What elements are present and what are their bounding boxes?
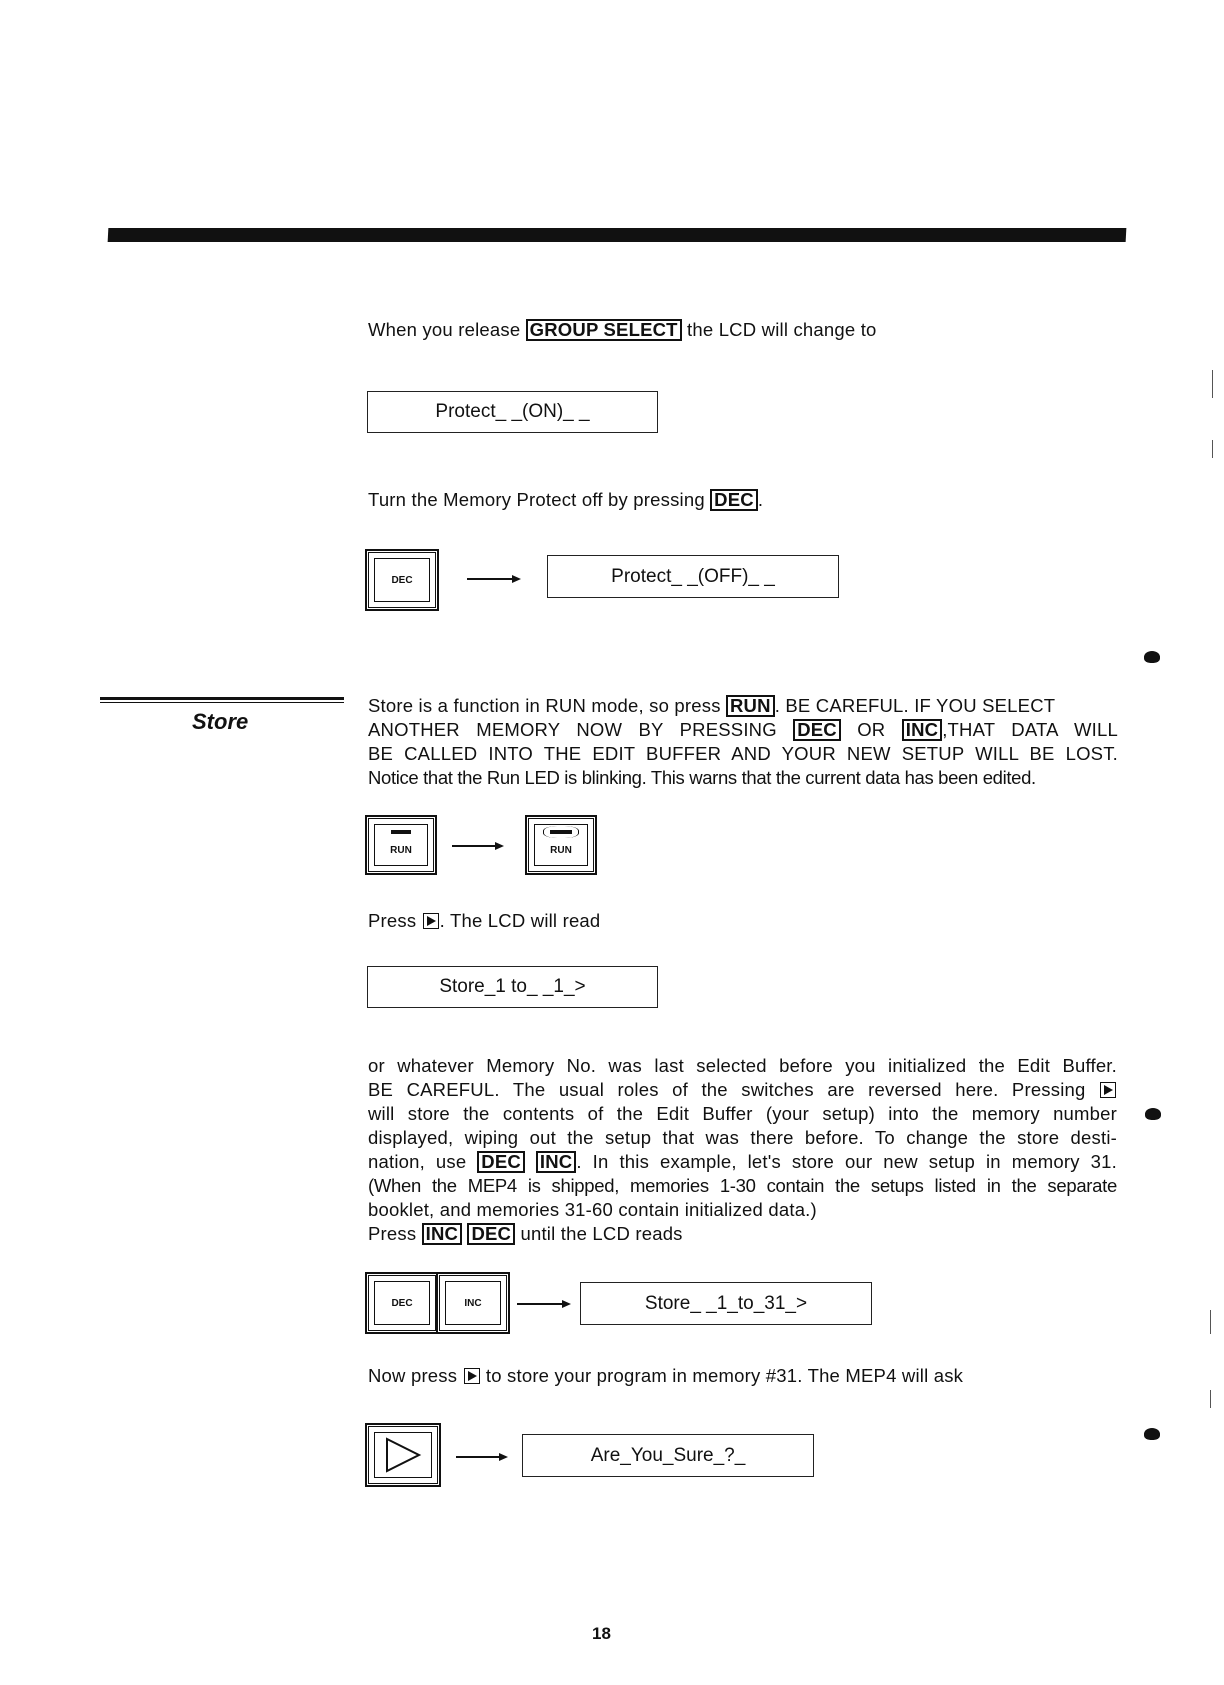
play-button [366,1424,440,1486]
dec-key: DEC [477,1151,525,1173]
dec-button-label: DEC [374,1281,430,1325]
play-triangle-icon [381,1435,425,1475]
turn-off-line: Turn the Memory Protect off by pressing DEC . [368,489,764,510]
blink-rays-icon [543,826,579,838]
inc-key: INC [422,1223,462,1245]
run-key: RUN [726,695,775,717]
play-key-icon [464,1368,480,1384]
lcd-protect-on: Protect_ _(ON)_ _ [367,391,658,433]
intro-line: When you release GROUP SELECT the LCD will change to [368,319,877,340]
run-button [366,816,436,874]
margin-tick [1210,1310,1211,1334]
lcd-store-1: Store_1 to_ _1_> [367,966,658,1008]
arrow-icon [517,1303,567,1305]
lcd-protect-off: Protect_ _(OFF)_ _ [547,555,839,598]
dec-button [366,1273,438,1333]
sidebar-heading: Store [192,709,249,734]
sidebar-rule-thin [100,702,344,703]
dec-key: DEC [710,489,758,511]
memory-paragraph: or whatever Memory No. was last selected before you initialized the Edit Buffer. BE CAREFUL. The usual roles of the switches are reversed here. Pressing will store the contents of the Edit Buffer (your setup) into the memory number displayed, wiping out the setup that was there before. To change the store desti- nation, use DEC INC . In this example, let's store our new setup in memory 31. (When the MEP4 is shipped, memories 1-30 contain the setups listed in the separate booklet, and memories 31-60 contain initialized data.) Press INC DEC until the LCD reads [368,1055,1117,1244]
hole-punch-mark [1144,651,1160,663]
dec-key: DEC [793,719,841,741]
group-select-key: GROUP SELECT [526,319,682,341]
arrow-icon [456,1456,504,1458]
dec-key: DEC [467,1223,515,1245]
play-key-icon [1100,1082,1116,1098]
arrow-icon [467,578,517,580]
hole-punch-mark [1145,1108,1161,1120]
lcd-store-31: Store_ _1_to_31_> [580,1282,872,1325]
press-read-line: Press . The LCD will read [368,910,601,931]
dec-button-label: DEC [374,558,430,602]
arrow-icon [452,845,500,847]
inc-button-label: INC [445,1281,501,1325]
sidebar-rule [100,697,344,700]
dec-button [366,550,438,610]
run-button-label: RUN [534,824,588,866]
run-button-blinking [526,816,596,874]
store-paragraph: Store is a function in RUN mode, so press RUN . BE CAREFUL. IF YOU SELECT ANOTHER MEMORY NOW BY PRESSING DEC OR INC ,THAT DATA WILL BE CALLED INTO THE EDIT BUFFER AND YOUR NEW SETUP WILL BE LOST. Notice that the Run LED is blinking. This warns that the current data has been edited. [368,695,1118,788]
margin-tick [1212,370,1213,398]
lcd-are-you-sure: Are_You_Sure_?_ [522,1434,814,1477]
play-key-icon [423,913,439,929]
inc-key: INC [536,1151,576,1173]
run-button-label: RUN [374,824,428,866]
page-number: 18 [592,1624,611,1643]
margin-tick [1210,1390,1211,1408]
hole-punch-mark [1144,1428,1160,1440]
margin-tick [1212,440,1213,458]
inc-key: INC [902,719,942,741]
header-rule [108,228,1127,242]
now-press-line: Now press to store your program in memory #31. The MEP4 will ask [368,1365,964,1386]
led-icon [391,830,411,834]
inc-button [437,1273,509,1333]
